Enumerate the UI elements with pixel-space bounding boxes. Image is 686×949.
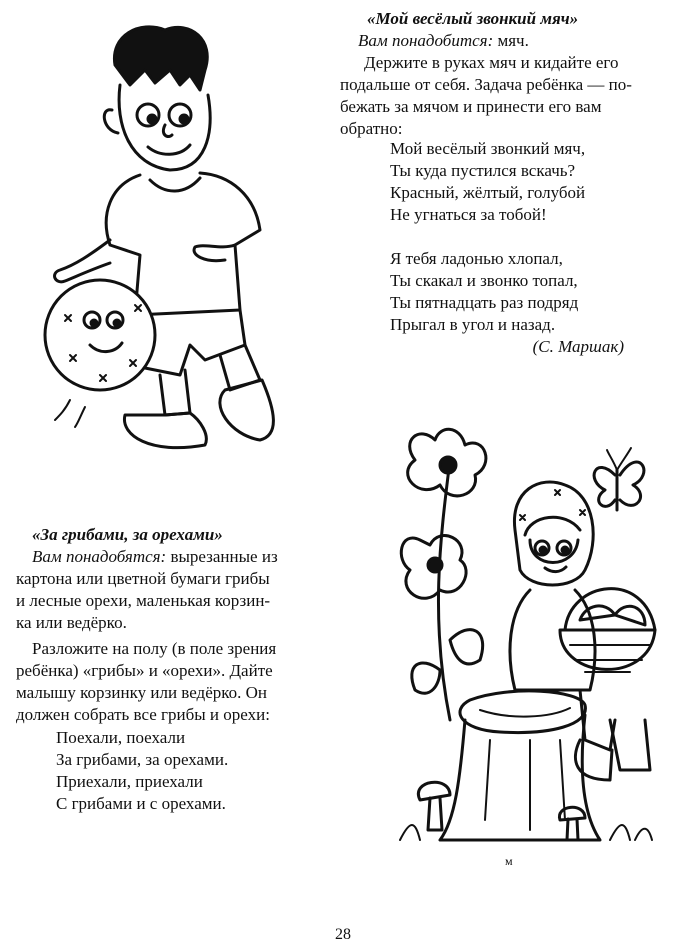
poem-line: Я тебя ладонью хлопал, xyxy=(390,249,563,268)
needs-line: ка или ведёрко. xyxy=(16,613,127,632)
instruction-line: ребёнка) «грибы» и «орехи». Дайте xyxy=(16,661,273,680)
instruction-line: бежать за мячом и принести его вам xyxy=(340,97,602,116)
poem-line: Поехали, поехали xyxy=(56,728,186,747)
poem-attribution: (С. Маршак) xyxy=(532,337,624,356)
section-title: «За грибами, за орехами» xyxy=(32,525,223,544)
poem-line: Мой весёлый звонкий мяч, xyxy=(390,139,586,158)
needs-line: Вам понадобятся: вырезанные из xyxy=(32,547,278,566)
instruction-line: должен собрать все грибы и орехи: xyxy=(16,705,270,724)
section-mushroom-game xyxy=(16,524,336,726)
instruction-line: Держите в руках мяч и кидайте его xyxy=(364,53,619,72)
section-title: «Мой весёлый звонкий мяч» xyxy=(367,9,579,28)
poem-line: Прыгал в угол и назад. xyxy=(390,315,556,334)
needs-line: и лесные орехи, маленькая корзин- xyxy=(16,591,271,610)
needs-line: Вам понадобится: мяч. xyxy=(358,31,529,50)
instruction-line: обратно: xyxy=(340,119,403,138)
section-ball-game xyxy=(340,8,680,140)
girl-with-basket-illustration xyxy=(380,420,680,880)
instruction-line: Разложите на полу (в поле зрения xyxy=(32,639,277,658)
boy-with-ball-illustration xyxy=(30,15,330,475)
artist-mark: м xyxy=(505,854,513,868)
needs-line: картона или цветной бумаги грибы xyxy=(16,569,270,588)
poem-line: За грибами, за орехами. xyxy=(56,750,229,769)
poem-line: Красный, жёлтый, голубой xyxy=(390,183,586,202)
stanza-gap xyxy=(390,226,680,248)
poem-line: Не угнаться за тобой! xyxy=(390,205,547,224)
poem-mushrooms xyxy=(56,727,336,815)
instruction-line: подальше от себя. Задача ребёнка — по- xyxy=(340,75,632,94)
butterfly-icon xyxy=(594,448,644,510)
instruction-line: малышу корзинку или ведёрко. Он xyxy=(16,683,268,702)
poem-ball xyxy=(390,138,680,358)
poem-line: Ты пятнадцать раз подряд xyxy=(390,293,579,312)
poem-line: Приехали, приехали xyxy=(56,772,203,791)
poem-line: Ты куда пустился вскачь? xyxy=(390,161,576,180)
poem-line: С грибами и с орехами. xyxy=(56,794,226,813)
poem-line: Ты скакал и звонко топал, xyxy=(390,271,578,290)
page-number: 28 xyxy=(335,926,351,943)
